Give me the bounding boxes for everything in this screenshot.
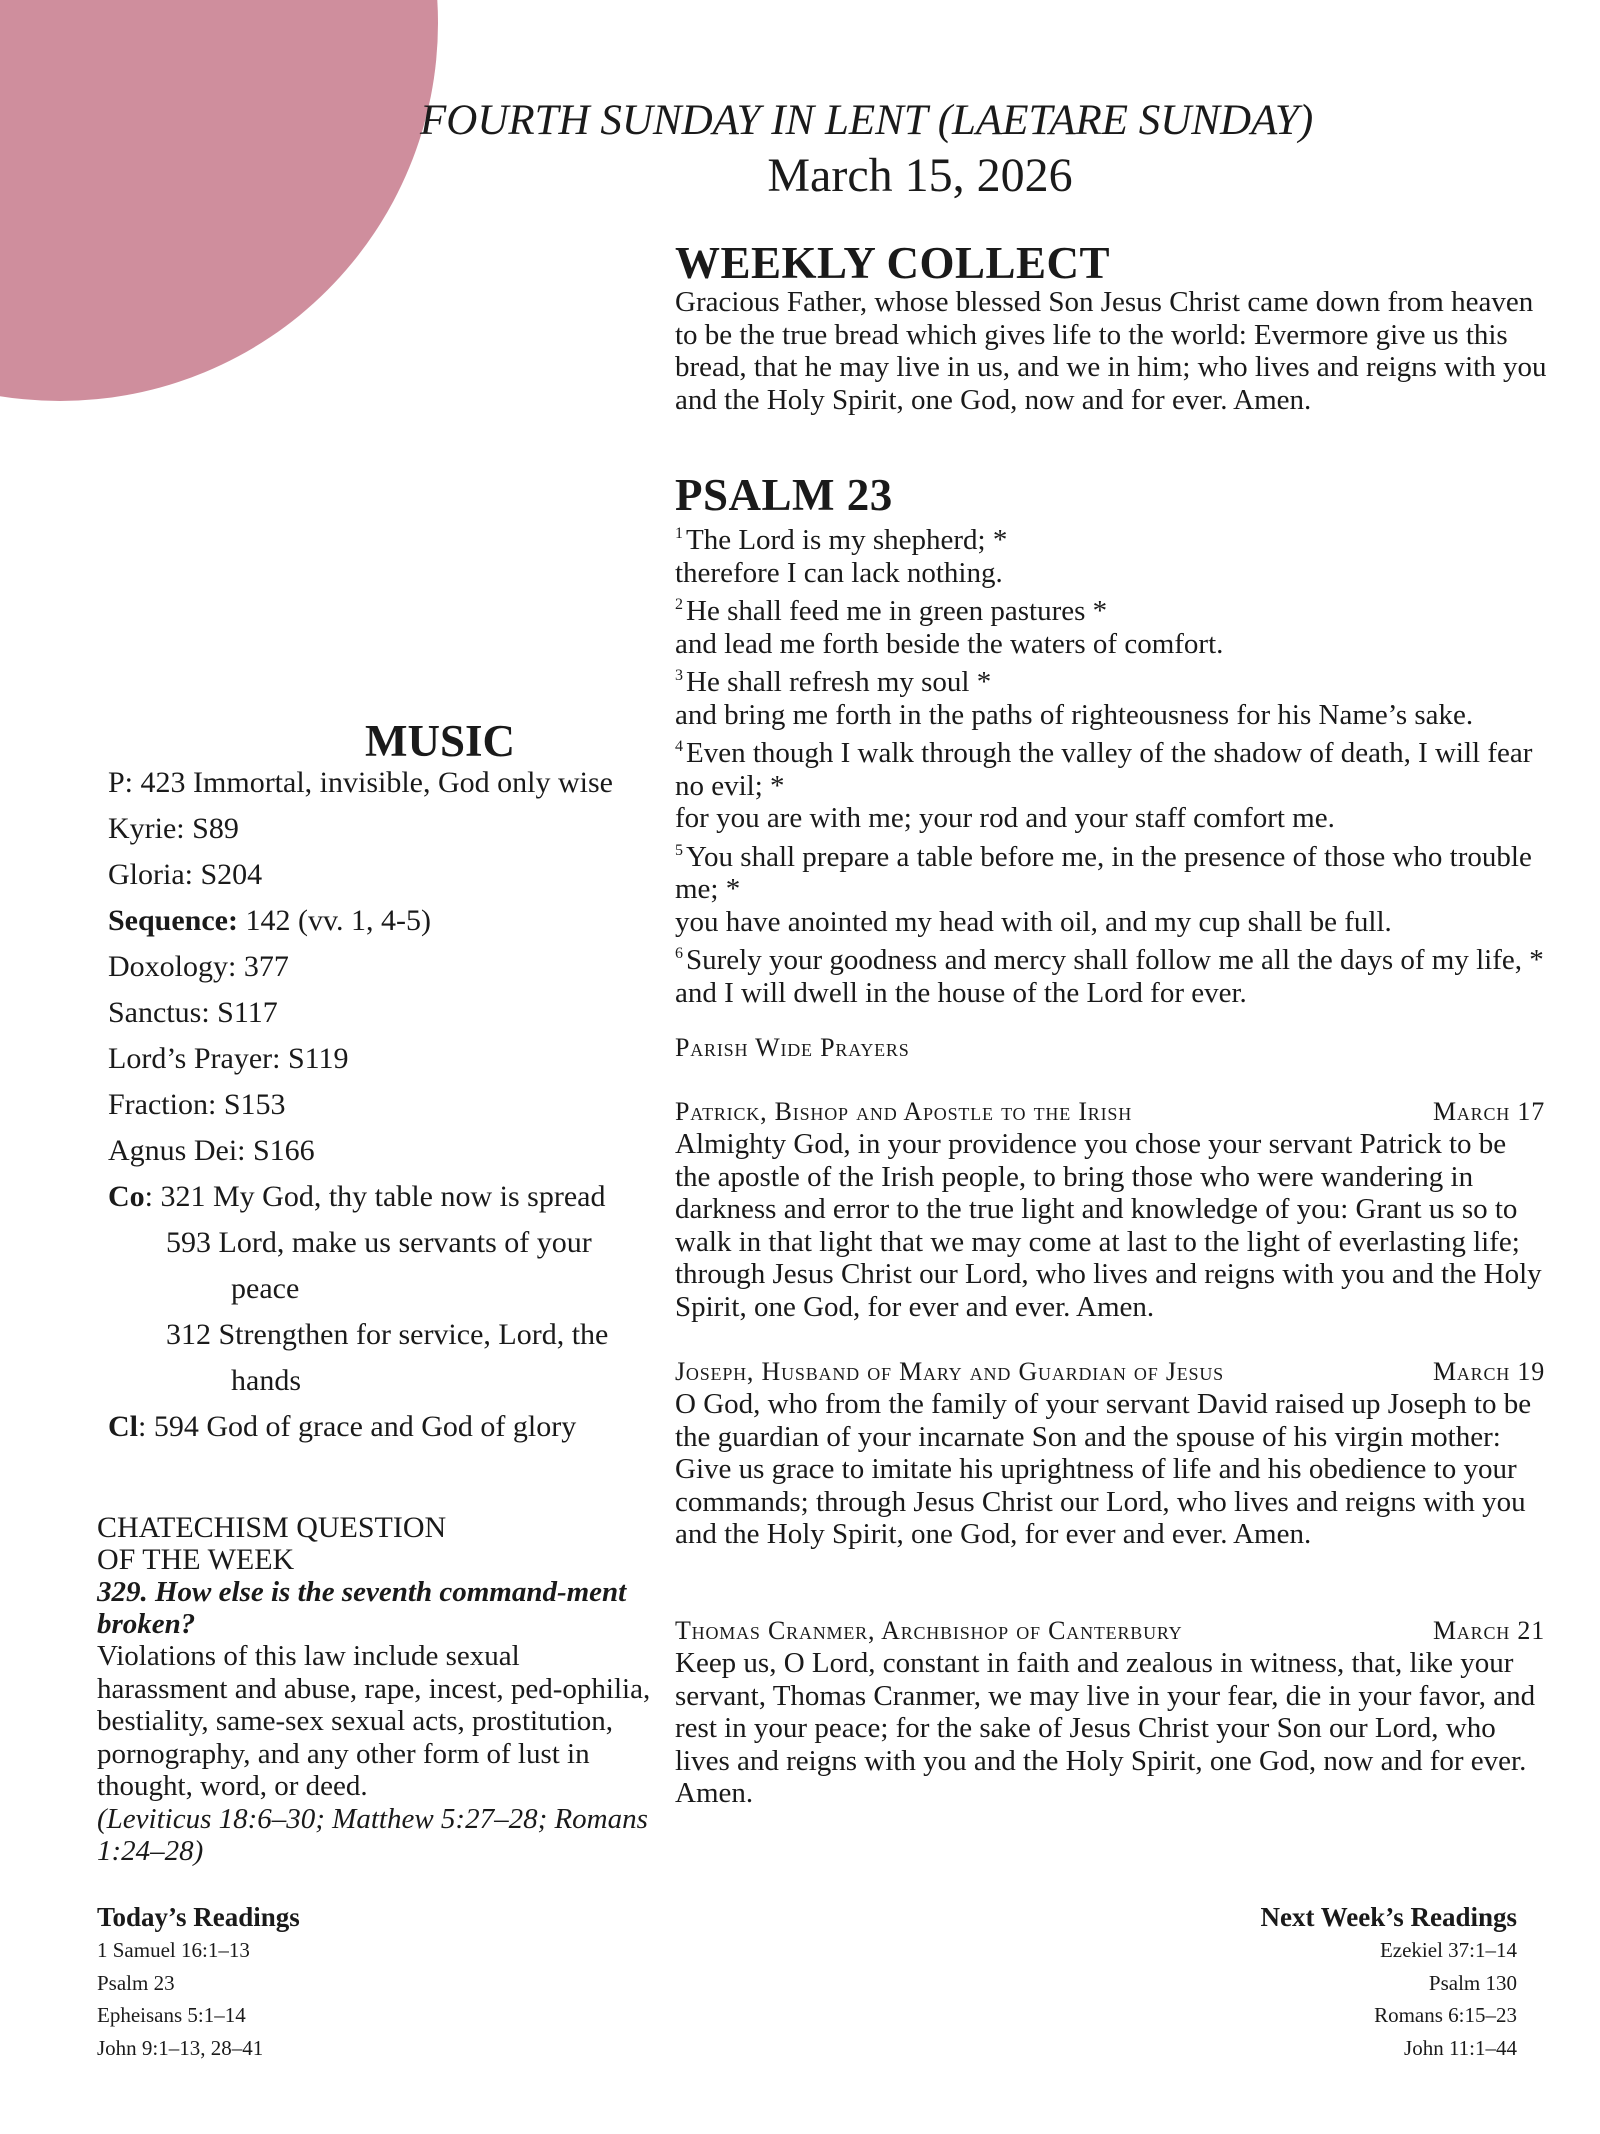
reading-item: Ezekiel 37:1–14 (1379, 1938, 1517, 1962)
page-date: March 15, 2026 (767, 149, 1073, 202)
music-heading: MUSIC (364, 716, 515, 766)
verse-number: 5 (675, 841, 683, 859)
reading-item: Psalm 23 (97, 1970, 175, 1995)
verse-number: 2 (675, 596, 683, 613)
music-item-sequence: Sequence: 142 (vv. 1, 4-5) (108, 904, 432, 937)
verse-second-half: therefore I can lack nothing. (675, 556, 1003, 589)
psalm-verse (675, 835, 1565, 906)
feast-date: March 21 (1432, 1616, 1545, 1645)
catechism-section (97, 1512, 657, 1868)
collect-heading: WEEKLY COLLECT (675, 238, 1111, 288)
verse-second-half: for you are with me; your rod and your staff comfort me. (675, 802, 1335, 834)
music-item-prelude: P: 423 Immortal, invisible, God only wise (108, 766, 613, 799)
parish-prayers-heading: Parish Wide Prayers (675, 1033, 910, 1062)
catechism-heading-line2: OF THE WEEK (97, 1543, 295, 1576)
verse-second-half: and bring me forth in the paths of righteousness for his Name’s sake. (675, 698, 1474, 731)
psalm-verse (675, 731, 1565, 802)
feast-name: Joseph, Husband of Mary and Guardian of Jesus (675, 1357, 1224, 1386)
catechism-question: 329. How else is the seventh command-ment broken? (97, 1576, 627, 1640)
music-item-sanctus: Sanctus: S117 (108, 996, 278, 1029)
music-item-lords-prayer: Lord’s Prayer: S119 (108, 1042, 349, 1075)
verse-second-half: and lead me forth beside the waters of comfort. (675, 627, 1224, 660)
verse-first-half: Surely your goodness and mercy shall follow me all the days of my life, * (686, 944, 1544, 976)
verse-first-half: You shall prepare a table before me, in the presence of those who trouble me; * (675, 840, 1532, 905)
music-item-agnus-dei: Agnus Dei: S166 (108, 1134, 315, 1167)
verse-number: 6 (675, 945, 683, 962)
verse-number: 3 (675, 667, 683, 684)
verse-number: 4 (675, 738, 683, 755)
verse-first-half: Even though I walk through the valley of the shadow of death, I will fear no evil; * (675, 737, 1533, 802)
reading-item: Epheisans 5:1–14 (97, 2003, 246, 2027)
music-list (108, 760, 668, 1450)
feast-patrick (675, 1096, 1545, 1323)
feast-cranmer (675, 1615, 1545, 1810)
feast-prayer: O God, who from the family of your servant David raised up Joseph to be the guardian of your incarnate Son and the spouse of his virgin mother: Give us grace to imitate his uprightness of life and his obedience to your commands; through Jesus Christ our Lord, who lives and reigns with you and the Holy Spirit, one God, for ever and ever. Amen. (675, 1388, 1532, 1550)
music-item-communion-3: 312 Strengthen for service, Lord, the (166, 1318, 609, 1351)
page-title: FOURTH SUNDAY IN LENT (LAETARE SUNDAY) (420, 97, 1314, 144)
reading-item: John 9:1–13, 28–41 (97, 2035, 264, 2060)
verse-first-half: He shall feed me in green pastures * (686, 595, 1108, 627)
psalm-verse (675, 589, 1565, 628)
catechism-reference: (Leviticus 18:6–30; Matthew 5:27–28; Romans 1:24–28) (97, 1802, 648, 1867)
feast-prayer: Keep us, O Lord, constant in faith and zealous in witness, that, like your servant, Thomas Cranmer, we may live in your fear, die in your favor, and rest in your peace; for the sake of Jesus Christ your Son our Lord, who lives and reigns with you and the Holy Spirit, one God, now and for ever. Amen. (675, 1647, 1536, 1809)
feast-name: Thomas Cranmer, Archbishop of Canterbury (675, 1616, 1183, 1645)
music-item-communion-2: 593 Lord, make us servants of your (166, 1226, 592, 1259)
verse-first-half: The Lord is my shepherd; * (686, 524, 1008, 556)
verse-number: 1 (675, 525, 683, 542)
music-item-doxology: Doxology: 377 (108, 950, 289, 983)
next-weeks-readings (1217, 1900, 1517, 2064)
psalm-verse (675, 938, 1565, 977)
feast-date: March 19 (1432, 1357, 1545, 1386)
music-item-kyrie: Kyrie: S89 (108, 812, 239, 845)
music-item-closing: Cl: 594 God of grace and God of glory (108, 1410, 577, 1443)
music-item-communion-3-cont: hands (231, 1364, 301, 1397)
verse-second-half: you have anointed my head with oil, and my cup shall be full. (675, 905, 1392, 938)
reading-item: Psalm 130 (1428, 1970, 1517, 1995)
collect-text: Gracious Father, whose blessed Son Jesus Christ came down from heaven to be the true bread which gives life to the world: Evermore give us this bread, that he may live in us, and we in him; who lives and reigns with you and the Holy Spirit, one God, now and for ever. Amen. (675, 286, 1547, 416)
music-item-communion-2-cont: peace (231, 1272, 300, 1305)
decorative-circle (0, 0, 438, 401)
catechism-answer: Violations of this law include sexual harassment and abuse, rape, incest, ped-ophilia, bestiality, same-sex sexual acts, prostitution, pornography, and any other form of lust in thought, word, or deed. (97, 1640, 651, 1802)
psalm-heading: PSALM 23 (675, 470, 893, 520)
psalm-verse (675, 660, 1565, 699)
weekly-collect-section (675, 240, 1555, 416)
feast-date: March 17 (1432, 1097, 1545, 1126)
catechism-heading-line1: CHATECHISM QUESTION (97, 1511, 447, 1544)
verse-second-half: and I will dwell in the house of the Lord for ever. (675, 976, 1247, 1009)
todays-readings (97, 1900, 397, 2064)
feast-joseph (675, 1356, 1545, 1551)
todays-readings-heading: Today’s Readings (97, 1902, 300, 1932)
music-item-gloria: Gloria: S204 (108, 858, 263, 891)
music-item-fraction: Fraction: S153 (108, 1088, 286, 1121)
music-item-communion: Co: 321 My God, thy table now is spread (108, 1180, 606, 1213)
reading-item: John 11:1–44 (1404, 2035, 1517, 2060)
psalm-verse (675, 518, 1565, 557)
reading-item: Romans 6:15–23 (1374, 2003, 1517, 2027)
feast-name: Patrick, Bishop and Apostle to the Irish (675, 1097, 1132, 1126)
feast-prayer: Almighty God, in your providence you chose your servant Patrick to be the apostle of the Irish people, to bring those who were wandering in darkness and error to the true light and knowledge of you: Grant us so to walk in that light that we may come at last to the light of everlasting life; through Jesus Christ our Lord, who lives and reigns with you and the Holy Spirit, one God, for ever and ever. Amen. (675, 1128, 1542, 1323)
reading-item: 1 Samuel 16:1–13 (97, 1938, 250, 1962)
verse-first-half: He shall refresh my soul * (686, 666, 992, 698)
psalm-section (675, 472, 1565, 1009)
next-readings-heading: Next Week’s Readings (1260, 1902, 1517, 1932)
